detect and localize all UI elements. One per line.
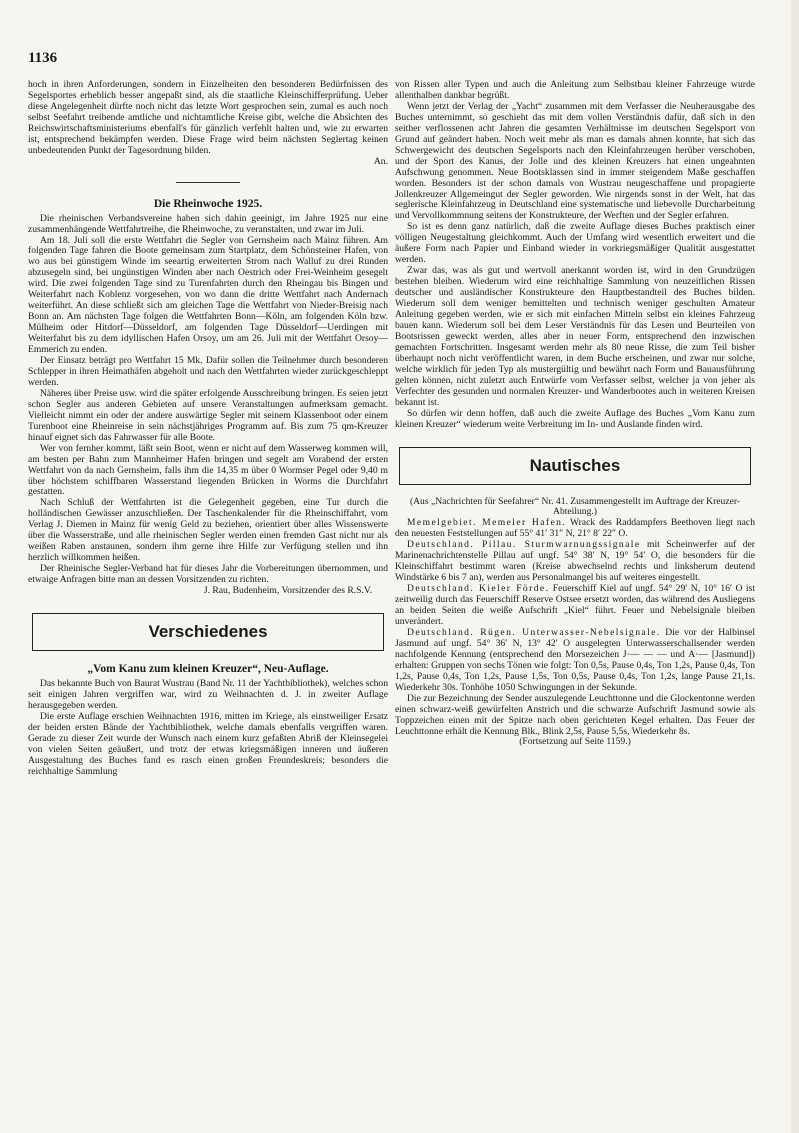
section-divider — [176, 182, 240, 183]
notice-text: Feuerschiff Kiel auf ungf. 54° 29′ N, 10° 16′ O ist zeitweilig durch das Feuerschiff Reserve Ostsee ersetzt worden, das während des Ausliegens an beiden Seiten die weiße Aufschrift „Kiel“ führt. Feuer und Nebelsignale bleiben unverändert. — [395, 583, 755, 627]
paragraph: Die zur Bezeichnung der Sender auszulegende Leuchttonne und die Glockentonne werden einen schwarz-weiß gewürfelten Anstrich und die schwarze Aufschrift Jasmund sowie als Toppzeichen einen mit der Spitze nach oben gerichteten Kegel erhalten. Das Feuer der Leuchttonne erhält die Kennung Blk., Blink 2,5s, Pause 5,5s, Wiederkehr 8s. — [395, 692, 755, 737]
paragraph: Wenn jetzt der Verlag der „Yacht“ zusammen mit dem Verfasser die Neuherausgabe des Buches unternimmt, so geschieht das mit dem vollen Verständnis dafür, daß sich in den seither verflossenen acht Jahren die gesamten Verhältnisse im deutschen Segelsport von Grund auf geändert haben. Noch weit mehr als man es damals ahnen konnte, hat sich das Schwergewicht des deutschen Segelsports nach den Kleinfahrzeugen herüber verschoben, und der Sport des Kanus, der Jolle und des kleinen Kreuzers hat einen ungeahnten Aufschwung genommen. Neue Bootsklassen sind in immer steigendem Maße geschaffen worden. Besonders ist der schon damals von Wustrau neugeschaffene und propagierte Jollenkreuzer Allgemeingut der Segler geworden. Wie nirgends sonst in der Welt, hat das seglerische Kleinfahrzeug in Deutschland eine systematische und liebevolle Durcharbeitung und Vervollkommnung seitens der Konstrukteure, der Werften und der Segler erfahren. — [395, 100, 755, 222]
continuation-note: (Fortsetzung auf Seite 1159.) — [519, 736, 631, 748]
continued-paragraph: von Rissen aller Typen und auch die Anleitung zum Selbstbau kleiner Fahrzeuge wurde allenthalben dankbar begrüßt. — [395, 79, 755, 101]
paragraph: So dürfen wir denn hoffen, daß auch die zweite Auflage des Buches „Vom Kanu zum kleinen Kreuzer“ wiederum weite Verbreitung im In- und Auslande finden wird. — [395, 407, 755, 430]
paragraph: Zwar das, was als gut und wertvoll anerkannt worden ist, wird in den Grundzügen bestehen bleiben. Wiederum wird eine reichhaltige Sammlung von neuzeitlichen Rissen deutscher und ausländischer Konstrukteure den Hauptbestandteil des Buches bilden. Wiederum soll dem weniger bemittelten und technisch weniger geschulten Amateur Anleitung gegeben werden, wie er sich mit einfachen Mitteln selbst ein kleines Fahrzeug bauen kann. Wiederum soll bei dem Leser Verständnis für das Lesen und Beurteilen von Bootsrissen geweckt werden, alles aber in neuer Form, entsprechend den inzwischen gemachten Fortschritten. Insgesamt werden mehr als 80 neue Risse, die zum Teil bisher überhaupt noch nicht veröffentlicht waren, in dem Buche erscheinen, und zwar nur solche, welche wirklich für jeden Typ als mustergültig und bewährt nach Form und Bauausführung gelten können, nicht zuletzt auch Entwürfe vom Verfasser selbst, welcher ja von jeher als Verfechter des gesunden und normalen Kreuzer- und Wanderbootes auch in weiteren Kreisen bekannt ist. — [395, 265, 755, 408]
paragraph: Nach Schluß der Wettfahrten ist die Gelegenheit gegeben, eine Tur durch die holländischen Gewässer anzuschließen. Der Taschenkalender für die Rheinschiffahrt, vom Verlag J. Diemen in Mainz für wenig Geld zu beziehen, orientiert über alles Wissenswerte über die Wasserstraße, und alle rheinischen Segler werden einen fremden Gast nicht nur als weißen Raben anstaunen, sondern ihm gerne ihre Hilfe zur Verfügung stellen und ihn herzlich willkommen heißen. — [28, 497, 388, 564]
paragraph: So ist es denn ganz natürlich, daß die zweite Auflage dieses Buches praktisch einer völligen Neugestaltung gleichkommt. Auch der Umfang wird wesentlich erweitert und die äußere Form nach Papier und Einband wieder in vorkriegsmäßiger Qualität ausgestattet werden. — [395, 221, 755, 266]
paragraph: Der Einsatz beträgt pro Wettfahrt 15 Mk. Dafür sollen die Teilnehmer durch besonderen Schlepper in ihren Heimathäfen abgeholt und nach den Wettfahrten wieder zurückgeschleppt werden. — [28, 355, 388, 388]
page-binding-edge — [791, 0, 799, 1133]
nautisches-box-heading: Nautisches — [399, 447, 751, 485]
notice-place: Deutschland. Kieler Förde. — [407, 583, 550, 595]
paragraph: Die rheinischen Verbandsvereine haben sich dahin geeinigt, im Jahre 1925 nur eine zusammenhängende Wettfahrtreihe, die Rheinwoche, zu veranstalten, und zwar im Juli. — [28, 212, 388, 235]
paragraph: Am 18. Juli soll die erste Wettfahrt die Segler von Gernsheim nach Mainz führen. Am folgenden Tage fahren die Boote gemeinsam zum Startplatz, dem Schönsteiner Hafen, von wo aus bei günstigem Winde im seeartig erweiterten Strom nach Walluf zu drei Runden abzusegeln sind, bei ungünstigen Winden aber nach Oestrich oder Frei-Weinheim gesegelt wird. Die zwei folgenden Tage sind zu Turenfahrten durch den Rheingau bis Bingen und Weiterfahrt nach Koblenz vorgesehen, von wo dann die dritte Wettfahrt nach Andernach weiterführt. An diese schließt sich am gleichen Tage die Wettfahrt von Nieder-Breisig nach Bonn an. Am nächsten Tage folgen die Wettfahrten Bonn—Köln, am folgenden Köln bzw. Mülheim oder Hitdorf—Düsseldorf, am folgenden Tage Düsseldorf—Uerdingen mit Weiterfahrt bis zu dem idyllischen Hafen Orsoy, um am 26. Juli mit der Wettfahrt Orsoy—Emmerich zu enden. — [28, 234, 388, 356]
paragraph: Die erste Auflage erschien Weihnachten 1916, mitten im Kriege, als einstweiliger Ersatz der beiden ersten Bände der Yachtbibliothek, welche damals ebenfalls vergriffen waren. Gerade zu dieser Zeit wurde der Wunsch nach einem kurz gefaßten Abriß der Kleinsegelei von vielen Seiten geäußert, und trotz der etwas kriegsmäßigen inneren und äußeren Ausgestaltung des Buches fand es rasch einen großen Freundeskreis; besonders die reichhaltige Sammlung — [28, 710, 388, 777]
author-signature: J. Rau, Budenheim, Vorsitzender des R.S.V. — [203, 585, 372, 597]
source-note: (Aus „Nachrichten für Seefahrer“ Nr. 41. Zusammengestellt im Auftrage der Kreuzer-Abteilung.) — [409, 495, 741, 518]
right-column — [395, 80, 755, 748]
page-number: 1136 — [28, 50, 58, 66]
rheinwoche-heading: Die Rheinwoche 1925. — [153, 197, 263, 210]
paragraph: Der Rheinische Segler-Verband hat für dieses Jahr die Vorbereitungen übernommen, und etwaige Anfragen bitte man an dessen Vorsitzenden zu richten. — [28, 563, 388, 586]
notice-text: mit Scheinwerfer auf der Marinenachrichtenstelle Pillau auf ungf. 54° 38′ N, 19° 54′ O, die besonders für die Kleinschiffahrt bestimmt waren (Kreise abwechselnd rechts und linksherum deutend Windstärke 6 bis 7 an), werden aus Personalmangel bis auf weiteres eingestellt. — [395, 539, 755, 584]
left-column — [28, 80, 388, 778]
paragraph: Näheres über Preise usw. wird die später erfolgende Ausschreibung bringen. Es seien jetzt schon Segler aus anderen Gebieten auf unsere Veranstaltungen aufmerksam gemacht. Vielleicht nimmt ein oder der andere auswärtige Segler mit seinem Klassenboot oder einem Turenboot eine Rheinreise in sein nächstjähriges Programm auf. Bis zum 75 qm-Kreuzer hinauf eignet sich das Fahrwasser für alle Boote. — [28, 387, 388, 443]
book-subtitle: „Vom Kanu zum kleinen Kreuzer“, Neu-Auflage. — [87, 662, 329, 675]
paragraph: Das bekannte Buch von Baurat Wustrau (Band Nr. 11 der Yachtbibliothek), welches schon seit einigen Jahren vergriffen war, wird zu Weihnachten d. J. in zweiter Auflage herausgegeben werden. — [28, 677, 388, 711]
notice-ruegen — [395, 628, 755, 694]
paragraph: Wer von fernher kommt, läßt sein Boot, wenn er nicht auf dem Wasserweg kommen will, am besten per Bahn zum Mannheimer Hafen bringen und segelt am Vorabend der ersten Wettfahrt von da nach Gernsheim, falls ihm die 14,35 m über 0 Wormser Pegel oder 9,40 m über höchstem schiffbaren Wasserstand liegenden Brücken in Worms die Durchfahrt gestatten. — [28, 442, 388, 498]
intro-signature: An. — [373, 155, 388, 167]
notice-memel — [395, 518, 755, 540]
notice-place: Memelgebiet. Memeler Hafen. — [407, 517, 567, 529]
notice-place: Deutschland. Pillau. Sturmwarnungssignale — [407, 539, 641, 551]
notice-text: Die vor der Halbinsel Jasmund auf ungf. 54° 36′ N, 13° 42′ O ausgelegten Unterwasserschallsender werden nachfolgende Kennung (entsprechend den Morsezeichen J·— — — und A·— [Jasmund]) erhalten: Gruppen von sechs Tönen wie folgt: Ton 0,5s, Pause 0,4s, Ton 1,2s, Pause 0,4s, Ton 1,2s, Pause 0,4s, Ton 1,2s, Pause 1,5s, Ton 0,5s, Pause 0,4s, Ton 1,2s, lange Pause 21,1s. Wiederkehr 30s. Tonhöhe 1050 Schwingungen in der Sekunde. — [395, 626, 755, 693]
verschiedenes-box-heading: Verschiedenes — [32, 613, 384, 651]
intro-paragraph: hoch in ihren Anforderungen, sondern in Einzelheiten den besonderen Bedürfnissen des Segelsportes erheblich besser angepaßt sind, als die staatliche Kleinschifferprüfung. Ueber diese Angelegenheit dürfte noch nicht das letzte Wort gesprochen sein, zumal es auch noch selbst Seefahrt treibende amtliche und nichtamtliche Kreise gibt, welche die Absichten des Reichswirtschaftsministeriums ebenfall's für gänzlich verfehlt halten und, wie zu erwarten ist, entsprechend bekämpfen werden. Diese Frage wird beim nächsten Seglertag keinen unbedeutenden Punkt der Tagesordnung bilden. — [28, 79, 388, 156]
notice-pillau — [395, 540, 755, 584]
notice-text: Wrack des Raddampfers Beethoven liegt nach den neuesten Feststellungen auf 55° 41′ 31″ N, 21° 8′ 22″ O. — [395, 517, 755, 540]
notice-place: Deutschland. Rügen. Unterwasser-Nebelsignale. — [407, 626, 661, 638]
notice-kiel — [395, 584, 755, 628]
